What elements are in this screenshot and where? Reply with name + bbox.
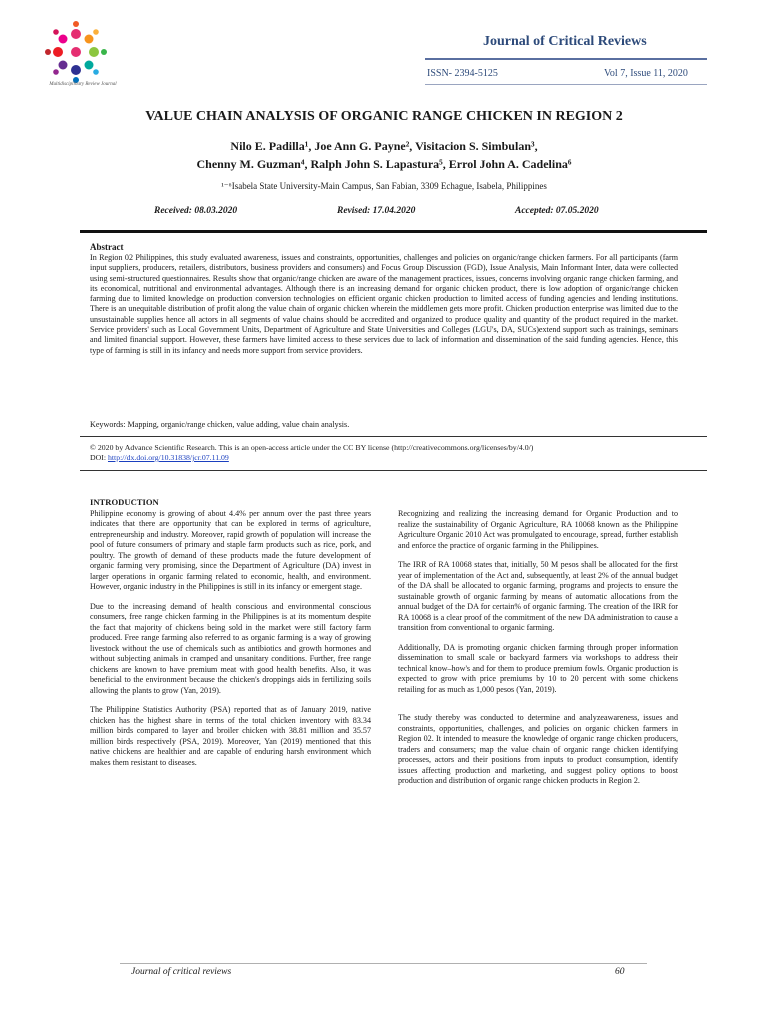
received-date: Received: 08.03.2020 xyxy=(154,206,238,216)
submission-dates xyxy=(154,206,654,220)
page-number: 60 xyxy=(615,967,625,977)
authors-line-2: Chenny M. Guzman⁴, Ralph John S. Lapastura⁵, Errol John A. Cadelina⁶ xyxy=(196,157,572,171)
section-heading-introduction: INTRODUCTION xyxy=(90,497,159,507)
author-list xyxy=(60,137,708,173)
body-column-left xyxy=(90,497,371,777)
footer-rule xyxy=(120,963,647,964)
journal-name: Journal of Critical Reviews xyxy=(483,34,647,49)
abstract-heading: Abstract xyxy=(90,242,124,252)
keywords-rule xyxy=(80,436,707,437)
doi-link[interactable]: http://dx.doi.org/10.31838/jcr.07.11.09 xyxy=(107,453,229,462)
paper-title: VALUE CHAIN ANALYSIS OF ORGANIC RANGE CHICKEN IN REGION 2 xyxy=(145,109,623,124)
footer-journal: Journal of critical reviews xyxy=(131,967,232,977)
abstract-text: In Region 02 Philippines, this study evaluated awareness, issues and constraints, opportunities, challenges and policies on organic/range chicken farmers. For all participants (farm input suppliers, producers, retailers, distributors, business providers and consumers) and Focus Group Discussion (FGD), Issue Analysis, Main Informant Inter, data were collected using semi-structured questionnaires. Results show that organic/range chicken are aware of the management practices, issues, concerns involving organic range chicken farming, and its economical, nutritional and environmental advantages. Although there is an increasing demand for organic chicken product, there is low adoption of organic/range chicken farming due to limited knowledge on production conversion technologies on efficient organic chicken production to limited access of funding agencies and lending institutions. There is an unequitable distribution of profit along the value chain of organic chicken wherein the middlemen gets more profit. Chicken production enterprise was limited due to the unsustainable supplies hence all actors in all segments of value chains should be accredited and organized to produce quality and quantity of the product required in the market. Service providers' such as Local Government Units, Department of Agriculture and State Universities and Colleges (LGU's, DA, SUCs)extend support such as trainings, seminars and limited financial support. However, these farmers have limited access to these services due to lack of information and dissemination of the said funding agencies. Hence, this type of farming is still in its infancy and needs more support from service providers. xyxy=(90,253,678,355)
volume-issue: Vol 7, Issue 11, 2020 xyxy=(604,68,688,79)
paragraph: Due to the increasing demand of health conscious and environmental conscious consumers, free range chicken farming in the Philippines is at its momentum despite the fact that majority of chickens being sold in the market were still factory farm produced. Free range farming also referred to as organic farming is a way of growing livestock without the use of chemicals such as antibiotics and growth hormones and without subjecting animals in cramped and unsanitary conditions. Further, free range chickens are known to have premium meat with good health benefits. Also, it was beneficial to the environment because the chicken's droppings aids in fertilizing soils allowing the plants to grow (Yan, 2019). xyxy=(90,601,371,695)
license-rule xyxy=(80,470,707,471)
abstract-top-rule xyxy=(80,230,707,233)
keywords: Keywords: Mapping, organic/range chicken, value adding, value chain analysis. xyxy=(90,420,350,429)
license-block xyxy=(90,443,690,463)
header-divider xyxy=(425,58,707,60)
affiliation: ¹⁻⁶Isabela State University-Main Campus, San Fabian, 3309 Echague, Isabela, Philippines xyxy=(221,181,547,191)
paragraph: Recognizing and realizing the increasing demand for Organic Production and to realize the sustainability of Organic Agriculture, RA 10068 known as the Philippine Agriculture Organic 2010 Act was promulgated to encourage, spread, further establish and enforce the practice of organic farming in the Philippines. xyxy=(398,509,678,550)
paragraph: The Philippine Statistics Authority (PSA) reported that as of January 2019, native chicken has the highest share in terms of the total chicken inventory with 83.34 million birds compared to layer and broiler chicken with 38.81 million and 35.57 million birds respectively (PSA, 2019). Moreover, Yan (2019) mentioned that this native chickens are healthier and are capable of enduring harsh environment which makes them resistant to diseases. xyxy=(90,705,371,767)
paragraph: Additionally, DA is promoting organic chicken farming through proper information dissemination to small scale or backyard farmers via workshops to address their technical know–how's and for them to produce premium fowls. Organic production is expected to grow with price premiums by 10 to 20 percent with some chickens retailing for as much as 1,000 pesos (Yan, 2019). xyxy=(398,642,678,694)
paragraph: Philippine economy is growing of about 4.4% per annum over the past three years indicates that there are opportunity that can be explored in terms of agriculture, entrepreneurship and industry. Moreover, rapid growth of population will increase the pool of future consumers of primary and staple farm products such as rice, pork, and poultry. The growth of demand of these products made the future development of organic farming very promising, since the Department of Agriculture (DA) invest in larger operations in organic farming related to economic, health, and environment. However, organic industry in the Philippines is still in its infancy or emergent stage. xyxy=(90,508,371,591)
header-divider-secondary xyxy=(425,84,707,85)
accepted-date: Accepted: 07.05.2020 xyxy=(515,206,599,216)
issn: ISSN- 2394-5125 xyxy=(427,68,498,79)
revised-date: Revised: 17.04.2020 xyxy=(337,206,416,216)
body-column-right xyxy=(398,509,678,796)
flower-logo-icon xyxy=(40,18,118,90)
paragraph: The study thereby was conducted to determine and analyzeawareness, issues and constraints, opportunities, challenges, and policies on organic chicken farmers in Region 02. It intended to measure the knowledge of organic range chicken producers, traders and consumers; map the value chain of organic range chicken identifying processes, actors and their positions from inputs to product consumption, identify issues affecting production and marketing, and suggest policy options to boost production and distribution of organic range chicken products in Region 2. xyxy=(398,713,678,785)
doi-label: DOI: xyxy=(90,453,108,462)
paragraph: The IRR of RA 10068 states that, initially, 50 M pesos shall be allocated for the first year of implementation of the Act and, subsequently, at least 2% of the annual budget of the DA shall be allocated to organic farming, programs and projects to ensure the sustainable growth of organic farming by means of automatic allocations from the annual budget of the DA for certain% of organic farming. The creation of the IRR for RA 10068 is a clear proof of the commitment of the new DA administration to cause a transition from conventional to organic farming. xyxy=(398,560,678,632)
doi-line xyxy=(90,453,690,463)
authors-line-1: Nilo E. Padilla¹, Joe Ann G. Payne², Visitacion S. Simbulan³, xyxy=(230,139,538,153)
journal-logo xyxy=(40,18,118,90)
logo-caption: Multidisciplinary Review Journal xyxy=(49,82,117,87)
copyright-notice: © 2020 by Advance Scientific Research. This is an open-access article under the CC BY license (http://creativecommons.org/licenses/by/4.0/) xyxy=(90,443,534,452)
